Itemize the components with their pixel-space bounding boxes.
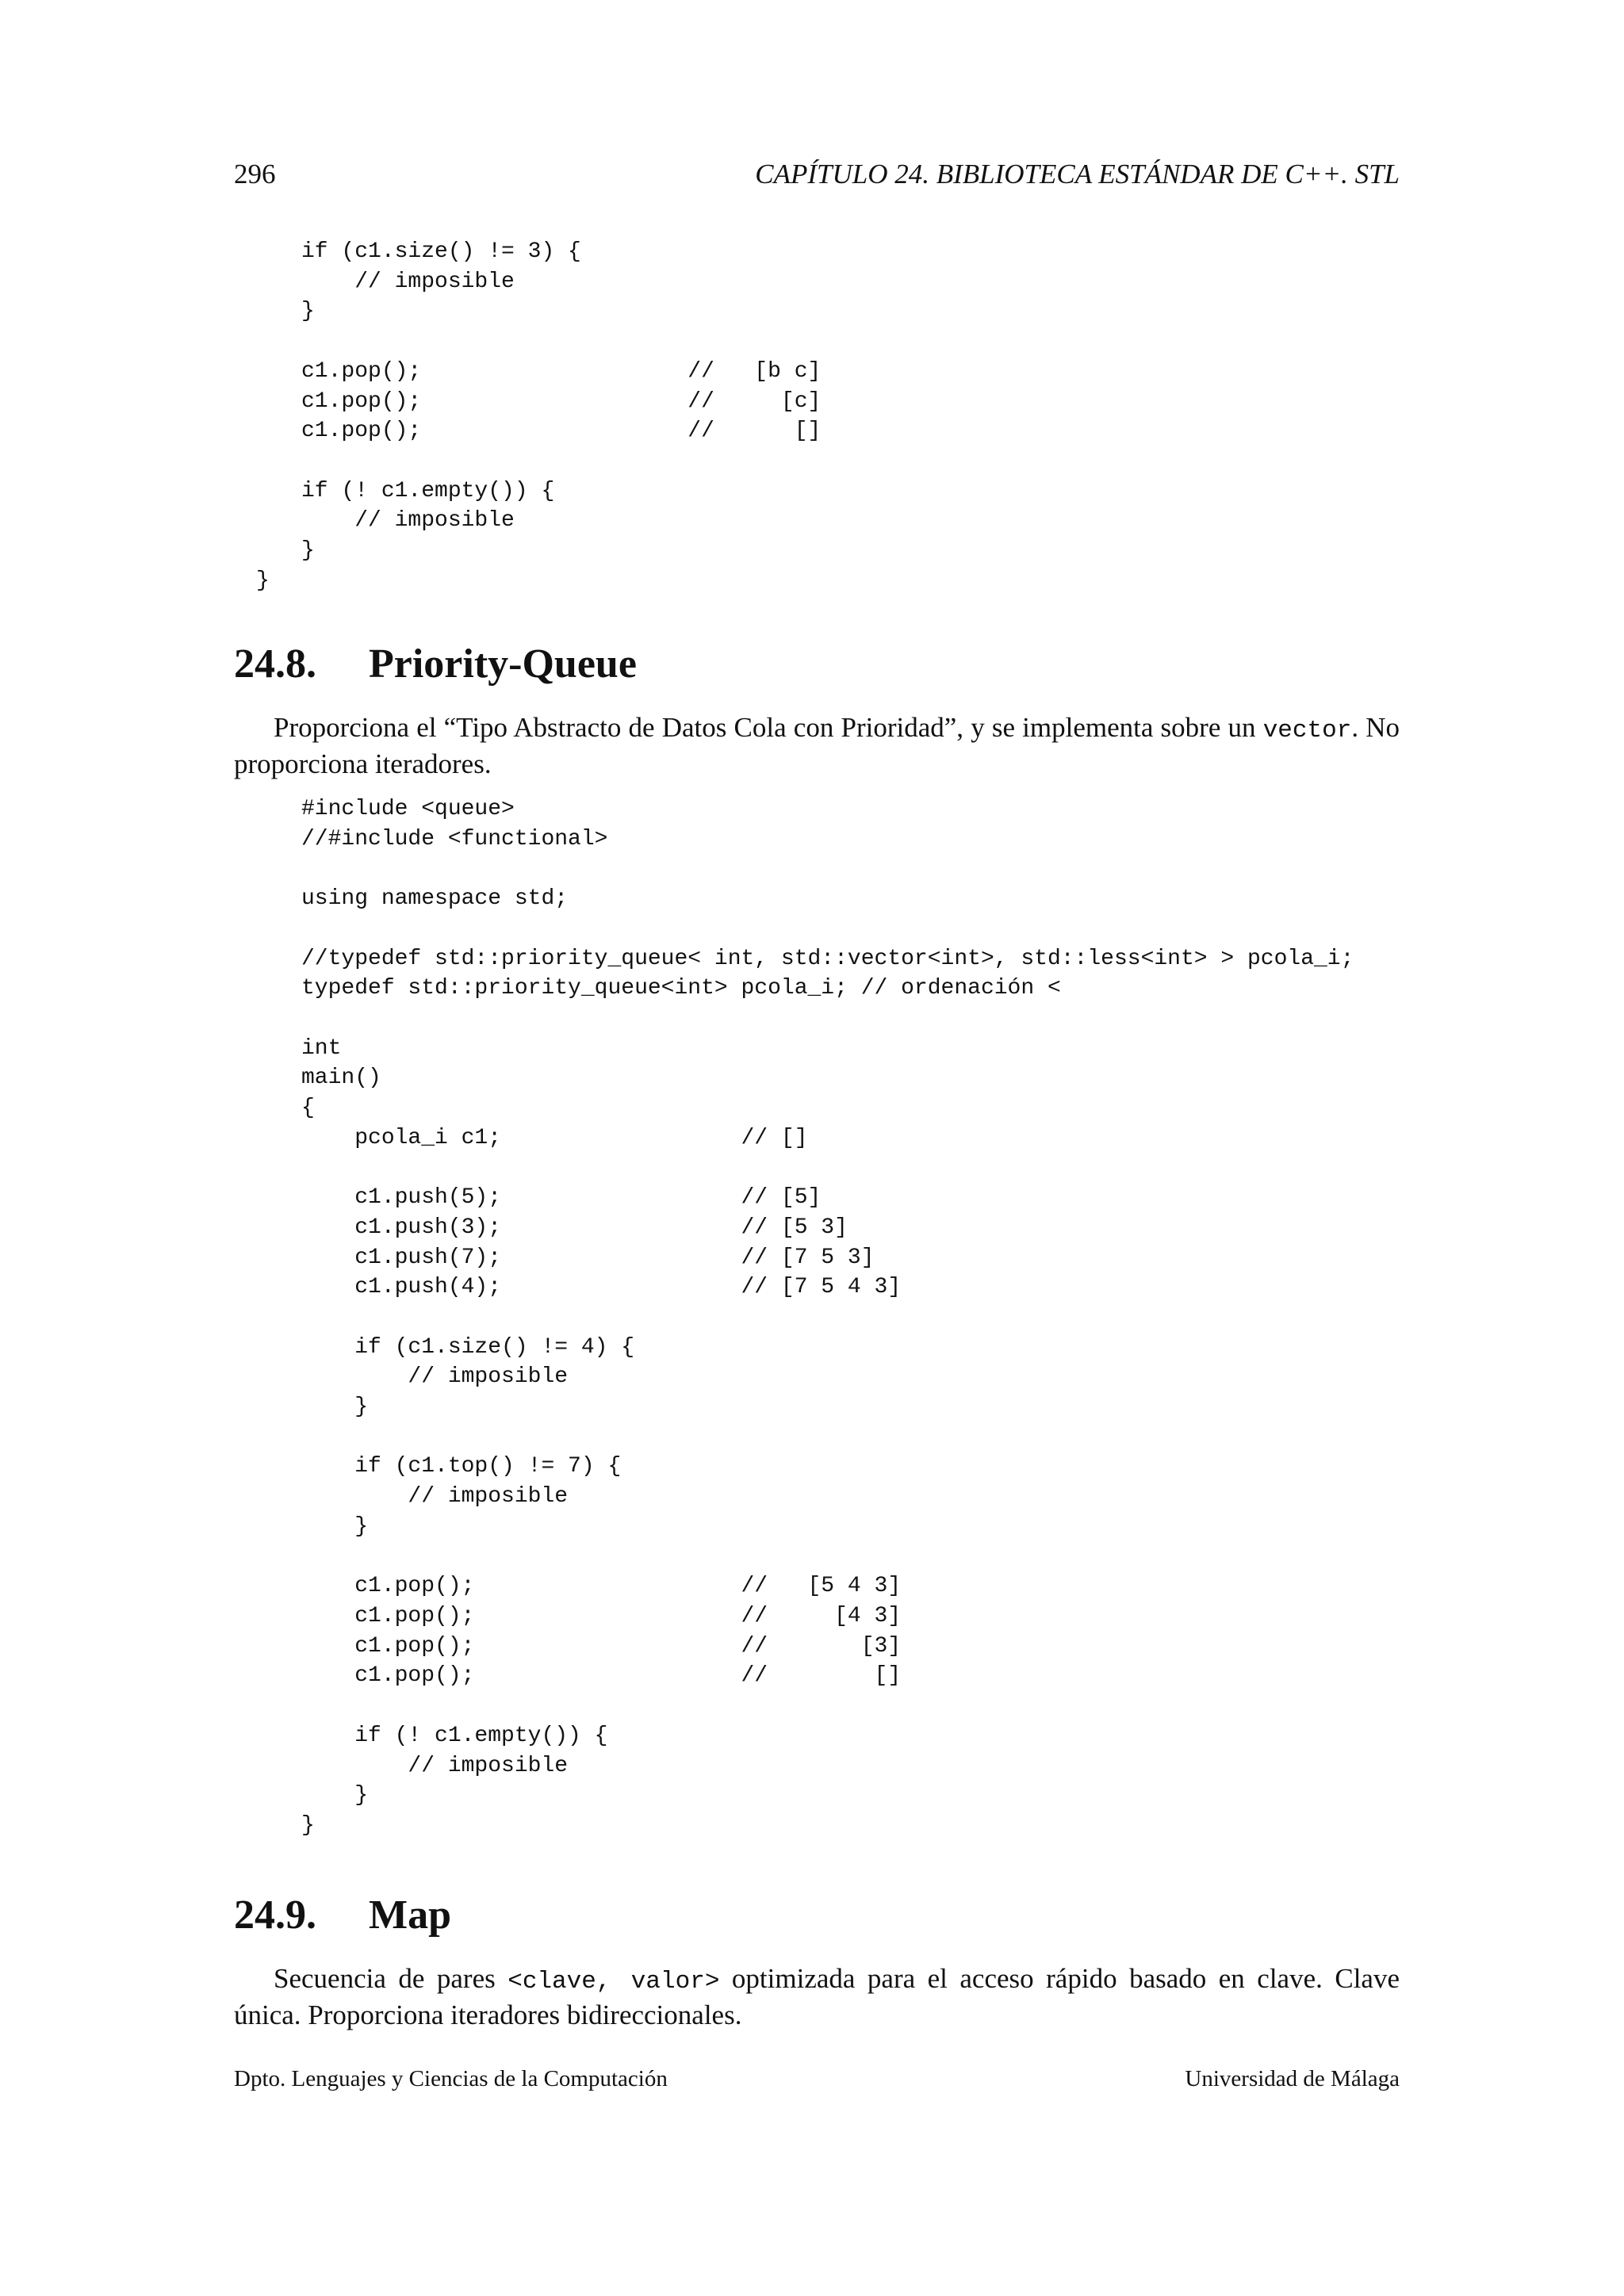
paragraph-text: optimizada para el acceso rápido basado en clave. Clave única. Proporciona iteradores bidireccionales. [234,1963,1400,2030]
paragraph-text: Proporciona el “Tipo Abstracto de Datos Cola con Prioridad”, y se implementa sobre un [274,712,1263,743]
inline-code: vector [1262,717,1352,744]
section-title: Priority-Queue [369,641,637,687]
footer-department: Dpto. Lenguajes y Ciencias de la Computación [234,2066,668,2091]
section-number: 24.9. [234,1892,316,1938]
paragraph-text: Secuencia de pares [274,1963,508,1994]
code-block-queue-continued [256,237,822,595]
code-top-text: if (c1.size() != 3) { // imposible } c1.pop(); // [b c] c1.pop(); // [c] c1.pop(); // [] if (! c1.empty()) { // imposible } [301,239,822,564]
paragraph-map [234,1962,1400,2032]
page-number: 296 [234,159,276,189]
code-top-closing-brace: } [256,568,270,593]
paragraph-text: . No proporciona iteradores. [234,712,1400,779]
section-heading-priority-queue [234,639,637,690]
section-heading-map [234,1890,451,1941]
section-number: 24.8. [234,641,316,687]
inline-code: <clave, valor> [508,1968,720,1996]
section-title: Map [369,1892,451,1938]
footer-university: Universidad de Málaga [1185,2066,1400,2091]
running-header [234,155,1400,194]
paragraph-priority-queue [234,711,1400,781]
code-block-priority-queue: #include <queue> //#include <functional> using namespace std; //typedef std::priority_queue< int, std::vector<int>, std::less<int> > pcola_i; typedef std::priority_queue<int> pcola_i; // ordenación < int main() { pcola_i c1; // [] c1.push(5); // [5] c1.push(3); // [5 3] c1.push(7); // [7 5 3] c1.push(4); // [7 5 4 3] if (c1.size() != 4) { // imposible } if (c1.top() != 7) { // imposible } c1.pop(); // [5 4 3] c1.pop(); // [4 3] c1.pop(); // [3] c1.pop(); // [] if (! c1.empty()) { // imposible } } [301,797,1354,1838]
chapter-title: CAPÍTULO 24. BIBLIOTECA ESTÁNDAR DE C++. STL [755,159,1400,189]
page-footer [234,2063,1400,2095]
